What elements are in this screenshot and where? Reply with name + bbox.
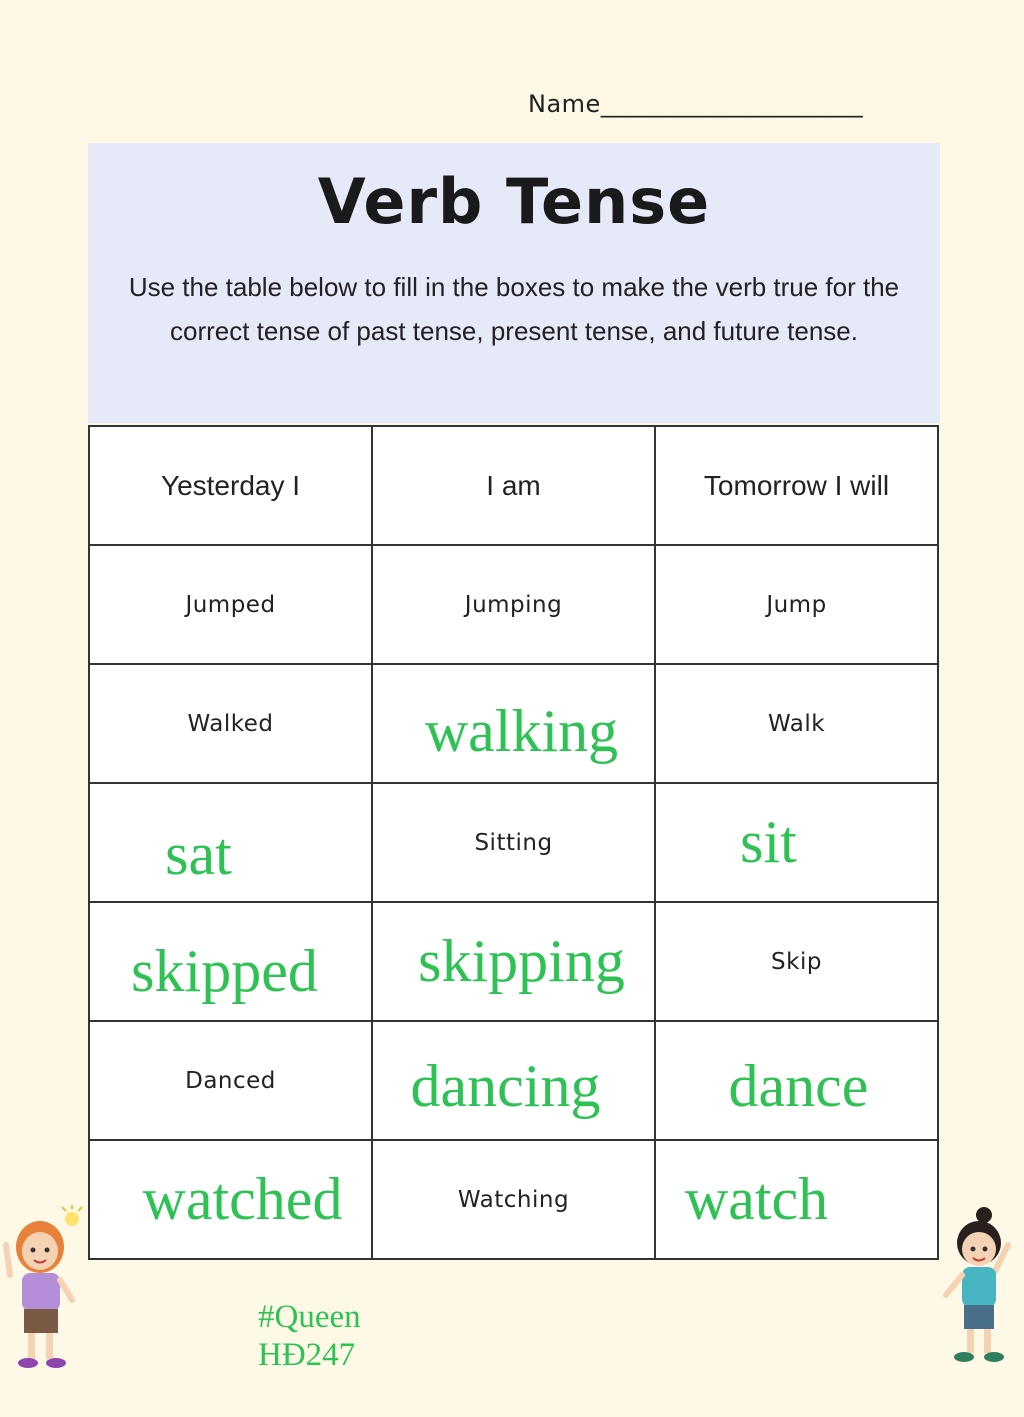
handwritten-answer: dance	[728, 1053, 869, 1119]
table-cell	[89, 1021, 372, 1140]
table-cell	[372, 783, 655, 902]
table-cell	[89, 664, 372, 783]
handwritten-answer: dancing	[410, 1053, 601, 1119]
instructions-text: Use the table below to fill in the boxes to make the verb true for the correct tense of past tense, present tense, and future tense.	[128, 272, 900, 346]
column-header-past: Yesterday I	[89, 426, 372, 545]
handwritten-answer: walking	[424, 698, 619, 764]
table-cell	[655, 783, 938, 902]
header-box	[88, 143, 940, 423]
handwritten-answer: sit	[740, 809, 797, 875]
handwritten-answer: skipping	[418, 928, 625, 994]
table-cell	[655, 664, 938, 783]
credit-line-2: HĐ247	[258, 1337, 356, 1373]
given-verb: Walk	[767, 710, 826, 737]
given-verb: Watching	[457, 1186, 570, 1213]
verb-tense-table	[88, 425, 939, 1260]
waving-girl-icon	[934, 1205, 1024, 1375]
table-cell	[372, 1021, 655, 1140]
handwritten-answer: skipped	[131, 938, 318, 1004]
table-row	[89, 664, 938, 783]
table-row	[89, 1140, 938, 1259]
girl-with-lightbulb-icon	[0, 1205, 90, 1375]
table-cell	[655, 545, 938, 664]
table-row	[89, 783, 938, 902]
table-row	[89, 1021, 938, 1140]
handwritten-answer: watch	[684, 1166, 829, 1232]
table-cell	[372, 664, 655, 783]
page-title: Verb Tense	[317, 165, 711, 238]
column-header-future: Tomorrow I will	[655, 426, 938, 545]
table-cell	[372, 1140, 655, 1259]
given-verb: Danced	[185, 1067, 276, 1094]
name-field-label: Name_____________________	[528, 90, 864, 118]
handwritten-answer: watched	[142, 1166, 343, 1232]
given-verb: Jumped	[185, 591, 276, 618]
table-cell	[372, 545, 655, 664]
table-header-row	[89, 426, 938, 545]
table-cell	[89, 1140, 372, 1259]
table-cell	[89, 902, 372, 1021]
table-cell	[89, 545, 372, 664]
given-verb: Jumping	[464, 591, 563, 618]
table-cell	[655, 902, 938, 1021]
given-verb: Jump	[766, 591, 827, 618]
table-cell	[372, 902, 655, 1021]
column-header-present: I am	[372, 426, 655, 545]
table-row	[89, 902, 938, 1021]
credit-watermark	[258, 1298, 361, 1374]
table-cell	[89, 783, 372, 902]
given-verb: Skip	[771, 948, 822, 975]
credit-line-1: #Queen	[258, 1299, 361, 1335]
given-verb: Walked	[187, 710, 274, 737]
given-verb: Sitting	[474, 829, 553, 856]
table-cell	[655, 1140, 938, 1259]
table-row	[89, 545, 938, 664]
table-cell	[655, 1021, 938, 1140]
handwritten-answer: sat	[165, 821, 232, 887]
